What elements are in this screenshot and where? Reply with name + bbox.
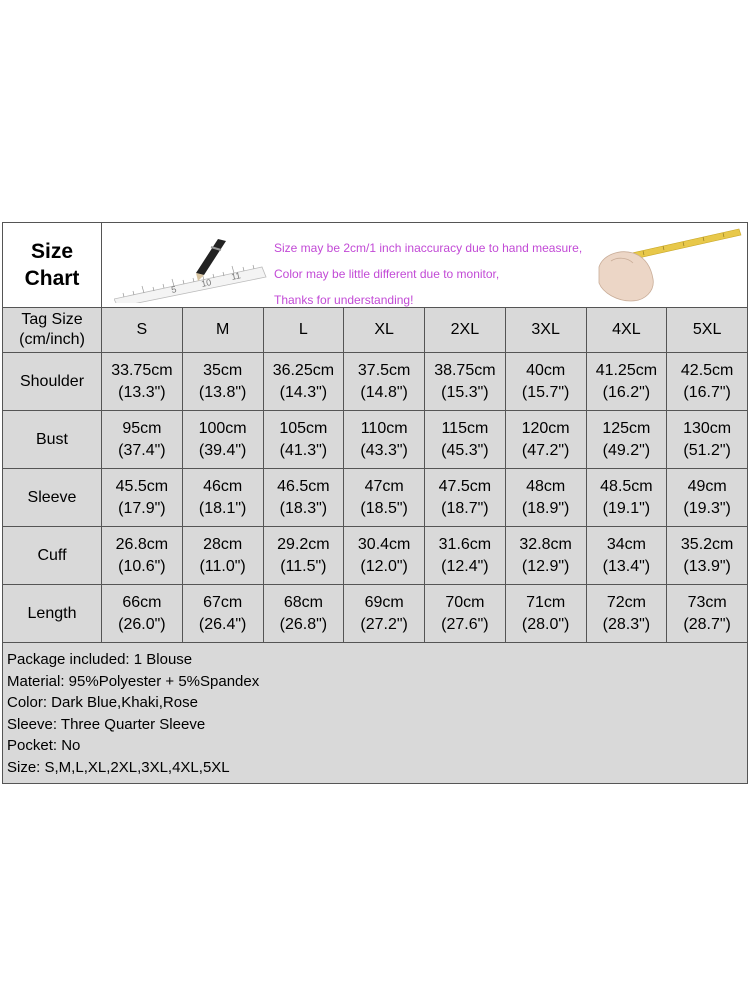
cell-cm-value: 45.5cm	[115, 477, 169, 495]
product-info	[3, 643, 747, 783]
hand-tape-measure-illustration	[593, 227, 743, 303]
table-cell	[667, 469, 747, 526]
cell-cm-value: 32.8cm	[519, 535, 572, 553]
cell-inch-value: (28.7")	[683, 615, 731, 633]
cell-cm-value: 49cm	[687, 477, 727, 495]
cell-cm-value: 47cm	[364, 477, 404, 495]
cell-cm-value: 72cm	[606, 593, 646, 611]
cell-cm-value: 37.5cm	[357, 361, 411, 379]
cell-cm-value: 48cm	[526, 477, 566, 495]
size-m: M	[183, 308, 264, 352]
cell-inch-value: (14.8")	[360, 383, 408, 401]
cell-cm-value: 125cm	[602, 419, 651, 437]
table-row-bust	[3, 411, 747, 469]
cell-inch-value: (26.0")	[118, 615, 166, 633]
cell-cm-value: 115cm	[441, 419, 489, 437]
cell-cm-value: 66cm	[122, 593, 162, 611]
table-cell	[425, 469, 506, 526]
cell-cm-value: 30.4cm	[357, 535, 411, 553]
cell-cm-value: 33.75cm	[111, 361, 173, 379]
table-cell	[344, 411, 425, 468]
cell-inch-value: (13.3")	[118, 383, 166, 401]
tag-size-line1: Tag Size	[21, 311, 83, 328]
chart-title-line1: Size	[30, 240, 74, 263]
cell-cm-value: 120cm	[521, 419, 570, 437]
cell-cm-value: 41.25cm	[595, 361, 658, 379]
cell-inch-value: (51.2")	[683, 441, 731, 459]
table-cell	[667, 585, 747, 642]
cell-cm-value: 95cm	[122, 419, 162, 437]
table-cell	[102, 585, 183, 642]
table-cell	[344, 585, 425, 642]
cell-inch-value: (37.4")	[118, 441, 166, 459]
cell-cm-value: 69cm	[364, 593, 404, 611]
cell-cm-value: 100cm	[198, 419, 247, 437]
table-cell	[264, 585, 345, 642]
table-cell	[506, 527, 587, 584]
cell-cm-value: 46.5cm	[277, 477, 330, 495]
cell-inch-value: (15.7")	[521, 383, 570, 401]
cell-inch-value: (11.0")	[199, 557, 246, 575]
row-label: Bust	[3, 411, 102, 468]
ruler-mark-11: 11	[230, 270, 242, 282]
cell-cm-value: 28cm	[203, 535, 243, 553]
cell-cm-value: 70cm	[445, 593, 485, 611]
cell-inch-value: (13.9")	[683, 557, 731, 575]
cell-inch-value: (18.3")	[279, 499, 328, 517]
size-4xl: 4XL	[587, 308, 668, 352]
cell-inch-value: (12.9")	[521, 557, 570, 575]
measurement-rows	[3, 353, 747, 643]
table-cell	[587, 585, 668, 642]
cell-cm-value: 35.2cm	[680, 535, 734, 553]
cell-inch-value: (19.3")	[683, 499, 731, 517]
cell-inch-value: (14.3")	[279, 383, 328, 401]
ruler-pencil-illustration	[114, 233, 274, 303]
size-header-row	[3, 308, 747, 353]
note-line-2: Color may be little different due to monitor,	[274, 267, 500, 281]
table-cell	[506, 411, 587, 468]
cell-inch-value: (13.8")	[198, 383, 247, 401]
size-2xl: 2XL	[425, 308, 506, 352]
table-cell	[425, 585, 506, 642]
cell-cm-value: 68cm	[283, 593, 323, 611]
cell-cm-value: 71cm	[526, 593, 566, 611]
cell-cm-value: 42.5cm	[680, 361, 734, 379]
cell-inch-value: (16.7")	[683, 383, 731, 401]
cell-inch-value: (28.0")	[521, 615, 570, 633]
size-5xl: 5XL	[692, 321, 722, 338]
cell-cm-value: 35cm	[203, 361, 243, 379]
cell-inch-value: (18.5")	[360, 499, 408, 517]
cell-inch-value: (12.0")	[360, 557, 408, 575]
table-row-sleeve	[3, 469, 747, 527]
table-cell	[102, 353, 183, 410]
cell-inch-value: (18.1")	[198, 499, 247, 517]
table-cell	[667, 353, 747, 410]
table-cell	[506, 469, 587, 526]
cell-inch-value: (10.6")	[118, 557, 166, 575]
cell-cm-value: 31.6cm	[438, 535, 492, 553]
cell-cm-value: 130cm	[683, 419, 732, 437]
size-s: S	[102, 308, 183, 352]
info-sizes: Size: S,M,L,XL,2XL,3XL,4XL,5XL	[7, 758, 230, 776]
cell-inch-value: (47.2")	[521, 441, 570, 459]
table-cell	[506, 585, 587, 642]
cell-cm-value: 29.2cm	[277, 535, 330, 553]
table-cell	[264, 527, 345, 584]
table-cell	[183, 411, 264, 468]
cell-inch-value: (39.4")	[198, 441, 247, 459]
cell-cm-value: 48.5cm	[600, 477, 653, 495]
cell-cm-value: 40cm	[526, 361, 566, 379]
table-cell	[183, 353, 264, 410]
cell-inch-value: (49.2")	[602, 441, 651, 459]
note-line-3: Thanks for understanding!	[274, 293, 414, 307]
row-label: Length	[3, 585, 102, 642]
tag-size-label	[3, 308, 102, 352]
cell-inch-value: (26.8")	[279, 615, 328, 633]
cell-cm-value: 110cm	[360, 419, 408, 437]
table-cell	[183, 585, 264, 642]
table-cell	[264, 469, 345, 526]
cell-cm-value: 47.5cm	[438, 477, 492, 495]
table-cell	[344, 469, 425, 526]
cell-inch-value: (11.5")	[280, 557, 327, 575]
chart-header	[3, 223, 747, 308]
info-pocket: Pocket: No	[7, 737, 81, 755]
table-row-shoulder	[3, 353, 747, 411]
row-label: Shoulder	[3, 353, 102, 410]
table-cell	[587, 411, 668, 468]
cell-inch-value: (18.7")	[441, 499, 489, 517]
size-chart-table	[2, 222, 748, 784]
table-cell	[425, 411, 506, 468]
table-cell	[506, 353, 587, 410]
cell-cm-value: 34cm	[606, 535, 646, 553]
cell-cm-value: 46cm	[203, 477, 243, 495]
measure-banner	[102, 223, 747, 307]
cell-inch-value: (17.9")	[118, 499, 166, 517]
cell-inch-value: (45.3")	[441, 441, 489, 459]
cell-inch-value: (13.4")	[602, 557, 651, 575]
info-package: Package included: 1 Blouse	[7, 651, 193, 668]
cell-cm-value: 38.75cm	[434, 361, 496, 379]
table-row-length	[3, 585, 747, 643]
table-cell	[587, 469, 668, 526]
cell-inch-value: (12.4")	[441, 557, 489, 575]
table-cell	[425, 353, 506, 410]
note-line-1: Size may be 2cm/1 inch inaccuracy due to hand measure,	[274, 241, 583, 255]
row-label: Cuff	[3, 527, 102, 584]
cell-inch-value: (16.2")	[602, 383, 651, 401]
cell-inch-value: (19.1")	[602, 499, 651, 517]
cell-cm-value: 36.25cm	[272, 361, 335, 379]
cell-cm-value: 67cm	[203, 593, 243, 611]
table-cell	[264, 353, 345, 410]
ruler-mark-5: 5	[170, 284, 178, 295]
table-cell	[587, 527, 668, 584]
table-cell	[264, 411, 345, 468]
table-cell	[587, 353, 668, 410]
cell-inch-value: (28.3")	[602, 615, 651, 633]
cell-inch-value: (27.2")	[360, 615, 408, 633]
cell-cm-value: 26.8cm	[115, 535, 169, 553]
table-cell	[344, 527, 425, 584]
measurement-notes	[274, 235, 582, 307]
info-material: Material: 95%Polyester + 5%Spandex	[7, 672, 260, 690]
row-label: Sleeve	[3, 469, 102, 526]
cell-inch-value: (43.3")	[360, 441, 408, 459]
info-sleeve: Sleeve: Three Quarter Sleeve	[7, 715, 206, 733]
cell-inch-value: (15.3")	[441, 383, 489, 401]
cell-inch-value: (27.6")	[441, 615, 489, 633]
size-l: L	[264, 308, 345, 352]
table-cell	[102, 527, 183, 584]
table-cell	[102, 411, 183, 468]
size-3xl: 3XL	[506, 308, 587, 352]
table-cell	[425, 527, 506, 584]
ruler-mark-10: 10	[200, 277, 213, 289]
table-row-cuff	[3, 527, 747, 585]
chart-title	[3, 223, 102, 307]
table-cell	[344, 353, 425, 410]
cell-inch-value: (26.4")	[198, 615, 247, 633]
info-color: Color: Dark Blue,Khaki,Rose	[7, 694, 198, 712]
cell-cm-value: 105cm	[279, 419, 328, 437]
table-cell	[183, 527, 264, 584]
cell-inch-value: (41.3")	[279, 441, 328, 459]
tag-size-line2: (cm/inch)	[19, 331, 85, 348]
chart-title-line2: Chart	[24, 267, 80, 290]
table-cell	[667, 411, 747, 468]
table-cell	[667, 527, 747, 584]
cell-inch-value: (18.9")	[521, 499, 570, 517]
table-cell	[102, 469, 183, 526]
size-xl: XL	[344, 308, 425, 352]
cell-cm-value: 73cm	[687, 593, 727, 611]
table-cell	[183, 469, 264, 526]
